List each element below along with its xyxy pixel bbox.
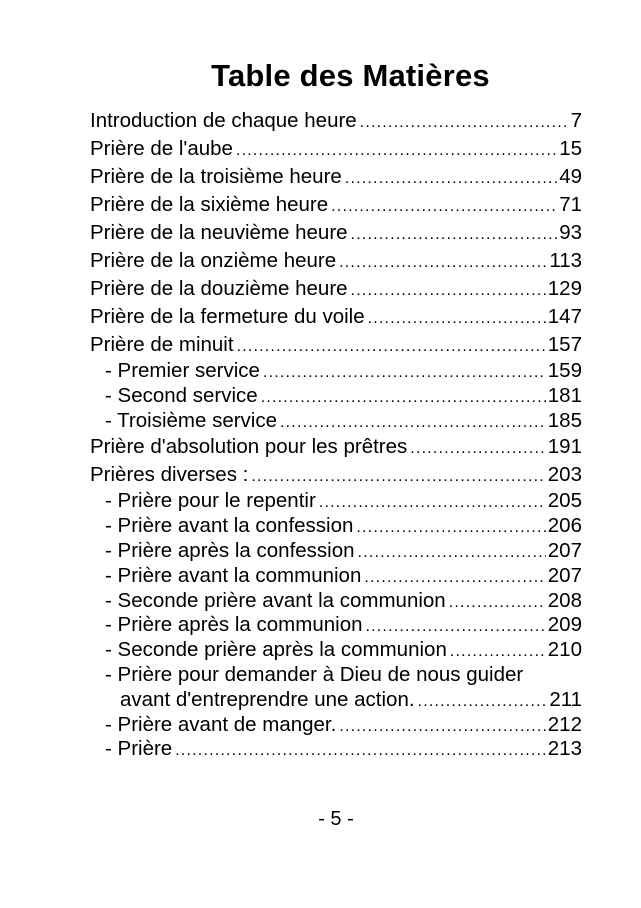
toc-entry[interactable] xyxy=(90,433,582,461)
toc-entry-page: 185 xyxy=(547,408,582,432)
toc-subentry[interactable] xyxy=(90,359,582,384)
toc-entry-label: Prière de la troisième heure xyxy=(90,165,342,188)
toc-entry-page: 129 xyxy=(547,277,582,300)
dot-leader xyxy=(358,541,546,566)
toc-subentry[interactable] xyxy=(90,737,582,762)
toc-entry-label: - Second service xyxy=(105,383,258,407)
toc-entry-label: Prière de l'aube xyxy=(90,137,233,160)
toc-entry-page: 206 xyxy=(547,514,582,538)
toc-entry-label: - Prière après la confession xyxy=(105,538,355,562)
toc-subentry[interactable] xyxy=(90,489,582,514)
toc-subentry[interactable] xyxy=(90,409,582,434)
dot-leader xyxy=(360,109,569,137)
toc-entry-page: 49 xyxy=(559,165,582,188)
toc-entry[interactable] xyxy=(90,191,582,219)
dot-leader xyxy=(280,411,546,436)
toc-entry-label: - Prière avant de manger. xyxy=(105,712,337,736)
dot-leader xyxy=(339,249,547,277)
toc-entry-label: Prière de la douzième heure xyxy=(90,277,348,300)
toc-entry-label: Prière de la sixième heure xyxy=(90,193,329,216)
toc-entry-page: 203 xyxy=(547,463,582,487)
toc-entry-page: 211 xyxy=(549,687,582,711)
toc-subentry[interactable] xyxy=(90,613,582,638)
dot-leader xyxy=(351,277,546,305)
toc-entry-page: 208 xyxy=(547,588,582,612)
dot-leader xyxy=(356,516,545,541)
toc-entry-label: - Prière avant la confession xyxy=(105,514,354,538)
toc-entry[interactable] xyxy=(90,135,582,163)
page-title: Table des Matières xyxy=(211,58,490,93)
dot-leader xyxy=(345,165,557,193)
toc-subentry[interactable] xyxy=(90,384,582,409)
toc-entry-page: 147 xyxy=(547,305,582,328)
toc-entry-page: 113 xyxy=(549,249,582,272)
toc-entry-label-continued: avant d'entreprendre une action. xyxy=(120,687,415,711)
toc-entry[interactable] xyxy=(90,275,582,303)
toc-entry-page: 157 xyxy=(547,333,582,356)
toc-entry[interactable] xyxy=(90,219,582,247)
dot-leader xyxy=(449,591,546,616)
toc-entry-page: 15 xyxy=(559,137,582,160)
toc-entry-page: 207 xyxy=(547,563,582,587)
toc-entry[interactable] xyxy=(90,163,582,191)
toc-entry-label: - Prière après la communion xyxy=(105,613,363,637)
toc-entry-label: Prière de la neuvième heure xyxy=(90,221,348,244)
toc-entry-page: 159 xyxy=(547,359,582,382)
page-number: - 5 - xyxy=(318,808,354,830)
table-of-contents xyxy=(90,107,582,762)
dot-leader xyxy=(236,137,557,165)
toc-subentry[interactable] xyxy=(90,638,582,663)
toc-subentry-continuation[interactable] xyxy=(90,688,582,713)
toc-entry-label: - Prière pour demander à Dieu de nous guider xyxy=(105,662,524,686)
toc-entry[interactable] xyxy=(90,247,582,275)
toc-entry[interactable] xyxy=(90,303,582,331)
toc-entry-label: - Seconde prière avant la communion xyxy=(105,588,446,612)
toc-entry-label: Prière de la onzième heure xyxy=(90,249,337,272)
toc-entry-page: 7 xyxy=(570,109,582,132)
dot-leader xyxy=(237,333,546,361)
dot-leader xyxy=(251,463,545,491)
toc-entry[interactable] xyxy=(90,331,582,359)
dot-leader xyxy=(364,566,545,591)
dot-leader xyxy=(410,435,546,463)
toc-entry-label: Prières diverses : xyxy=(90,463,249,487)
dot-leader xyxy=(331,193,557,221)
toc-entry-label: Prière de la fermeture du voile xyxy=(90,305,365,328)
toc-entry-label: - Prière avant la communion xyxy=(105,563,362,587)
toc-entry-label: Introduction de chaque heure xyxy=(90,109,357,132)
dot-leader xyxy=(263,361,546,386)
dot-leader xyxy=(319,491,546,516)
toc-entry-label: - Troisième service xyxy=(105,408,278,432)
toc-entry-page: 205 xyxy=(547,489,582,513)
toc-entry[interactable] xyxy=(90,107,582,135)
toc-entry-page: 191 xyxy=(547,435,582,459)
toc-entry[interactable] xyxy=(90,461,582,489)
dot-leader xyxy=(351,221,558,249)
dot-leader xyxy=(261,386,546,411)
toc-entry-page: 210 xyxy=(547,638,582,662)
toc-entry-page: 212 xyxy=(547,712,582,736)
toc-entry-label: - Premier service xyxy=(105,359,260,382)
dot-leader xyxy=(175,739,546,764)
dot-leader xyxy=(450,640,546,665)
toc-entry-label: - Prière xyxy=(105,737,173,761)
toc-subentry[interactable] xyxy=(90,564,582,589)
toc-entry-page: 181 xyxy=(547,383,582,407)
toc-entry-page: 93 xyxy=(559,221,582,244)
toc-subentry[interactable] xyxy=(90,514,582,539)
toc-entry-page: 71 xyxy=(559,193,582,216)
toc-entry-label: - Seconde prière après la communion xyxy=(105,638,447,662)
toc-subentry[interactable] xyxy=(90,713,582,738)
toc-subentry[interactable] xyxy=(90,589,582,614)
toc-entry-page: 209 xyxy=(547,613,582,637)
dot-leader xyxy=(368,305,546,333)
toc-entry-label: Prière d'absolution pour les prêtres xyxy=(90,435,408,459)
toc-entry-page: 213 xyxy=(547,737,582,761)
toc-subentry[interactable] xyxy=(90,663,582,688)
dot-leader xyxy=(366,615,546,640)
toc-entry-label: - Prière pour le repentir xyxy=(105,489,316,513)
dot-leader xyxy=(339,715,545,740)
toc-entry-page: 207 xyxy=(547,538,582,562)
toc-subentry[interactable] xyxy=(90,539,582,564)
dot-leader xyxy=(418,690,548,715)
toc-entry-label: Prière de minuit xyxy=(90,333,234,356)
